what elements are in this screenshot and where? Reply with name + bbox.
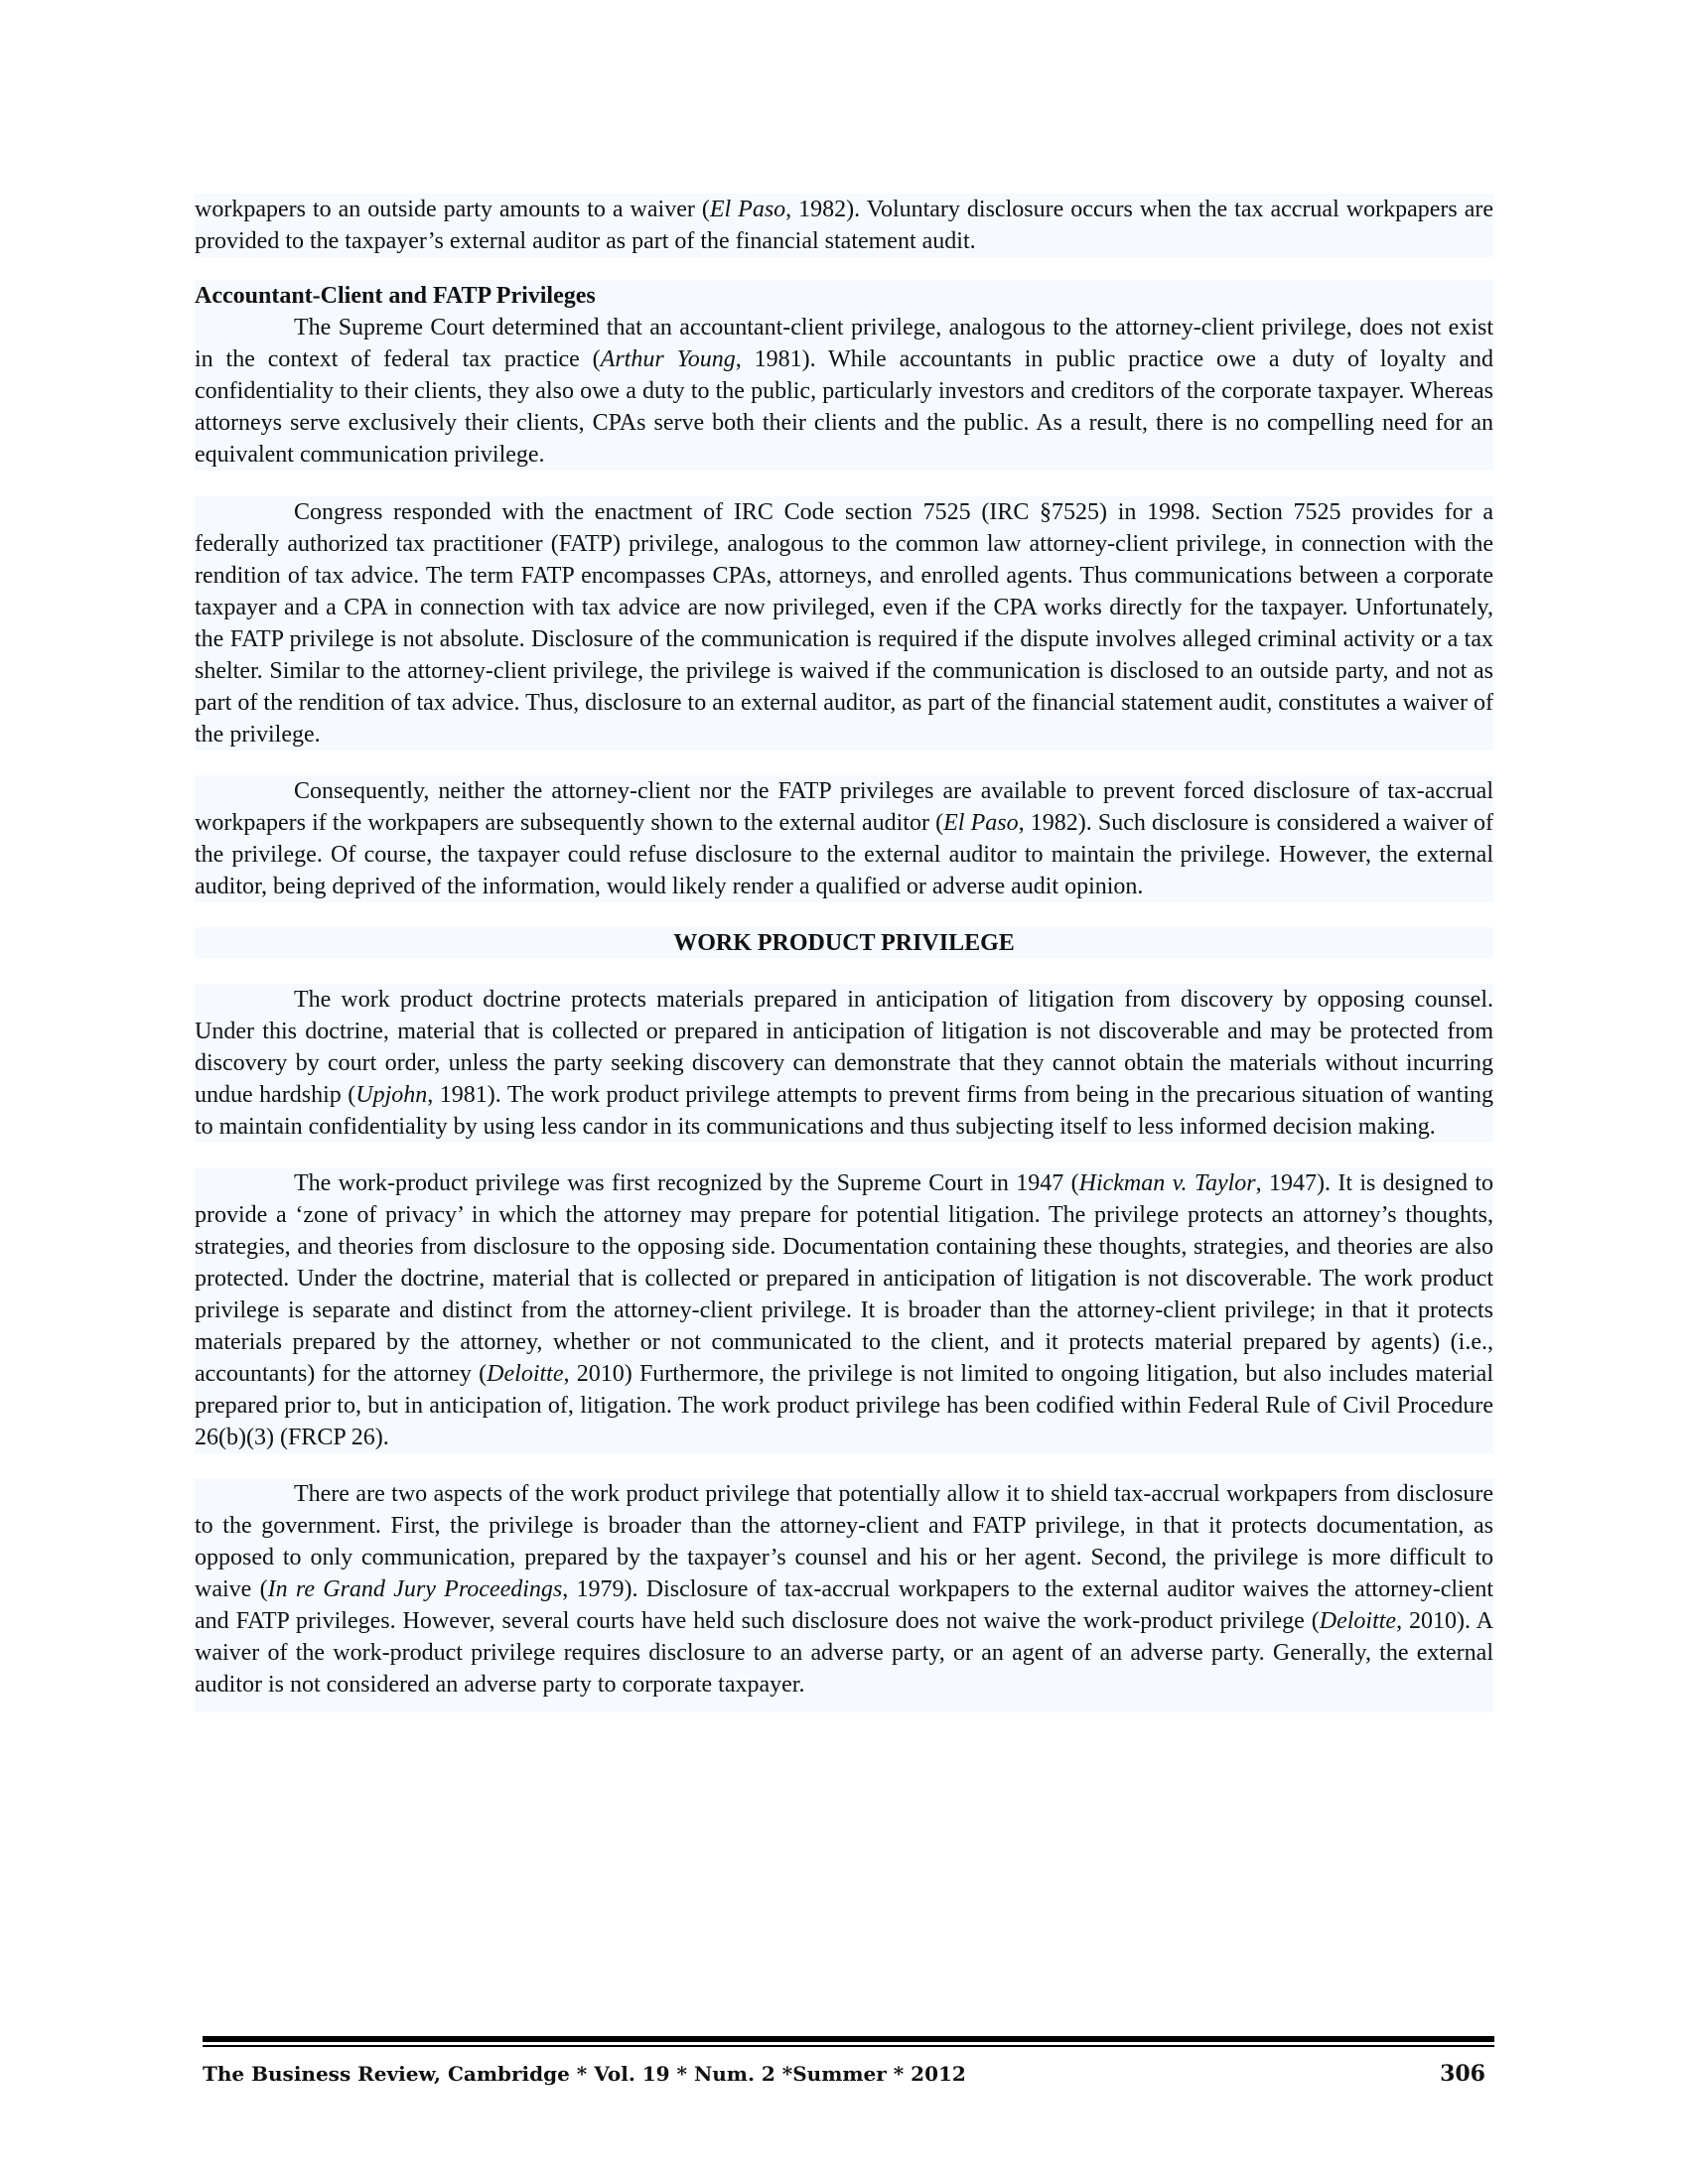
text-run: , 1947). It is designed to provide a ‘zone of privacy’ in which the attorney may prepare for potential litigation. The privilege protects an attorney’s thoughts, strategies, and theories from disclosure to the opposing side. Documentation containing these thoughts, strategies, and theories are also protected. Under the doctrine, material that is collected or prepared in anticipation of litigation is not discoverable. The work product privilege is separate and distinct from the attorney-client privilege. It is broader than the attorney-client privilege; in that it protects materials prepared by the attorney, whether or not communicated to the client, and it protects material prepared by agents) (i.e., accountants) for the attorney ( [195,1170,1494,1387]
section-heading: WORK PRODUCT PRIVILEGE [195,927,1493,959]
text-run: , 2010) Furthermore, the privilege is not limited to ongoing litigation, but also includes material prepared prior to, but in anticipation of, litigation. The work product privilege has been codified within Federal Rule of Civil Procedure 26(b)(3) (FRCP 26). [195,1361,1493,1450]
text-run: , 1981). The work product privilege attempts to prevent firms from being in the precarious situation of wanting to maintain confidentiality by using less candor in its communications and thus subjecting itself to less informed decision making. [195,1082,1494,1140]
paragraph [195,312,1493,471]
paragraph [195,1478,1493,1712]
text-run: workpapers to an outside party amounts to a waiver ( [195,197,710,222]
text-run: The Supreme Court determined that an accountant-client privilege, analogous to the attorney-client privilege, does not exist in the context of federal tax practice ( [195,315,1493,372]
text-run: , 1982). Such disclosure is considered a waiver of the privilege. Of course, the taxpayer could refuse disclosure to the external auditor to maintain the privilege. However, the external auditor, being deprived of the information, would likely render a qualified or adverse audit opinion. [195,810,1494,899]
case-citation: In re Grand Jury Proceedings [267,1576,563,1602]
case-citation: Upjohn [355,1082,428,1108]
paragraph-continued [195,194,1493,257]
text-run: , 1981). While accountants in public practice owe a duty of loyalty and confidentiality to their clients, they also owe a duty to the public, particularly investors and creditors of the corporate taxpayer. Whereas attorneys serve exclusively their clients, CPAs serve both their clients and the public. As a result, there is no compelling need for an equivalent communication privilege. [195,346,1494,468]
case-citation: Hickman v. Taylor [1078,1170,1256,1196]
journal-citation: The Business Review, Cambridge * Vol. 19 * Num. 2 *Summer * 2012 [203,2062,966,2086]
text-run: , 2010). A waiver of the work-product privilege requires disclosure to an adverse party, or an agent of an adverse party. Generally, the external auditor is not considered an adverse party to corporate taxpayer. [195,1608,1493,1698]
text-run: There are two aspects of the work product privilege that potentially allow it to shield tax-accrual workpapers from disclosure to the government. First, the privilege is broader than the attorney-client and FATP privilege, in that it protects documentation, as opposed to only communication, prepared by the taxpayer’s counsel and his or her agent. Second, the privilege is more difficult to waive ( [195,1481,1493,1602]
page-footer [203,2058,1485,2090]
case-citation: Deloitte [1319,1608,1397,1634]
case-citation: Arthur Young [600,346,736,372]
body-text [195,194,1493,1712]
subsection-heading: Accountant-Client and FATP Privileges [195,280,1493,312]
footer-rule-thin [203,2045,1494,2047]
paragraph [195,1167,1493,1453]
text-run: Consequently, neither the attorney-client nor the FATP privileges are available to prevent forced disclosure of tax-accrual workpapers if the workpapers are subsequently shown to the external auditor ( [195,778,1493,836]
case-citation: Deloitte [487,1361,564,1387]
case-citation: El Paso [943,810,1019,836]
paragraph: Congress responded with the enactment of IRC Code section 7525 (IRC §7525) in 1998. Section 7525 provides for a federally authorized tax practitioner (FATP) privilege, analogous to the common law attorney-client privilege, in connection with the rendition of tax advice. The term FATP encompasses CPAs, attorneys, and enrolled agents. Thus communications between a corporate taxpayer and a CPA in connection with tax advice are now privileged, even if the CPA works directly for the taxpayer. Unfortunately, the FATP privilege is not absolute. Disclosure of the communication is required if the dispute involves alleged criminal activity or a tax shelter. Similar to the attorney-client privilege, the privilege is waived if the communication is disclosed to an outside party, and not as part of the rendition of tax advice. Thus, disclosure to an external auditor, as part of the financial statement audit, constitutes a waiver of the privilege. [195,496,1493,751]
case-citation: El Paso [709,197,786,222]
text-run: The work-product privilege was first recognized by the Supreme Court in 1947 ( [294,1170,1079,1196]
text-run: , 1982). Voluntary disclosure occurs when the tax accrual workpapers are provided to the taxpayer’s external auditor as part of the financial statement audit. [195,197,1493,254]
paragraph [195,984,1493,1143]
paragraph [195,775,1493,902]
text-run: , 1979). Disclosure of tax-accrual workpapers to the external auditor waives the attorney-client and FATP privileges. However, several courts have held such disclosure does not waive the work-product privilege ( [195,1576,1494,1634]
footer-rule [203,2036,1494,2042]
text-run: The work product doctrine protects materials prepared in anticipation of litigation from discovery by opposing counsel. Under this doctrine, material that is collected or prepared in anticipation of litigation is not discoverable and may be protected from discovery by court order, unless the party seeking discovery can demonstrate that they cannot obtain the materials without incurring undue hardship ( [195,987,1493,1108]
page-number: 306 [1440,2061,1485,2087]
